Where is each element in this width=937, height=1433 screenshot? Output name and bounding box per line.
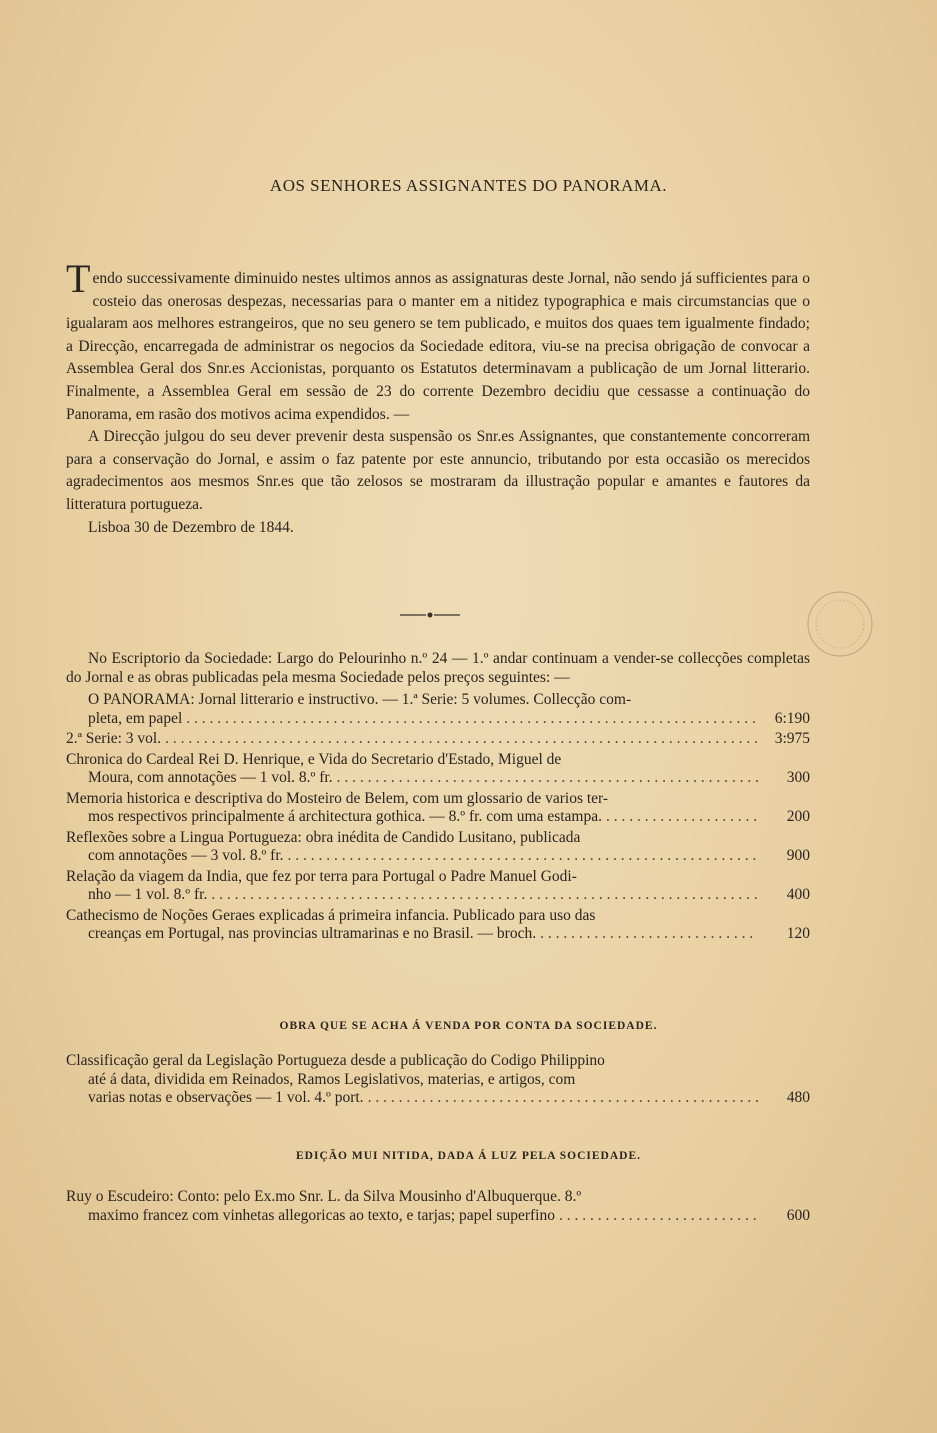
list-item <box>66 907 810 944</box>
page-title: AOS SENHORES ASSIGNANTES DO PANORAMA. <box>269 176 668 195</box>
item-price: 3:975 <box>774 730 810 747</box>
item-text: Ruy o Escudeiro: Conto: pelo Ex.mo Snr. L. da Silva Mousinho d'Albuquerque. 8.º <box>66 1188 582 1205</box>
item-text: mos respectivos principalmente á architectura gothica. — 8.º fr. com uma estampa. <box>88 808 602 825</box>
item-text: 2.ª Serie: 3 vol. <box>66 730 162 747</box>
item-text: até á data, dividida em Reinados, Ramos Legislativos, materias, e artigos, com <box>88 1070 576 1088</box>
item-text: varias notas e observações — 1 vol. 4.º port. <box>88 1089 364 1106</box>
catalog-intro: No Escriptorio da Sociedade: Largo do Pelourinho n.º 24 — 1.º andar continuam a vender-se collecções completas do Jornal e as obras publicadas pela mesma Sociedade pelos preços seguintes: — <box>66 650 810 686</box>
divider-ornament-icon <box>400 609 460 621</box>
item-text: com annotações — 3 vol. 8.º fr. <box>88 847 284 864</box>
notice-text <box>66 256 810 539</box>
notice-paragraph-1: endo successivamente diminuido nestes ultimos annos as assignaturas deste Jornal, não sendo já sufficientes para o costeio das onerosas despezas, necessarias para o manter em a nitidez typographica e mais circumstancias que o igualaram aos melhores estrangeiros, que no seu genero se tem publicado, e muitos dos quaes tem igualmente findado; a Direcção, encarregada de administrar os negocios da Sociedade editora, viu-se na precisa obrigação de convocar a Assemblea Geral dos Snr.es Accionistas, porquanto os Estatutos determinavam a publicação de um Jornal litterario. Finalmente, a Assemblea Geral em sessão de 23 do corrente Dezembro decidiu que cessasse a continuação do Panorama, em rasão dos motivos acima expendidos. — <box>66 270 810 423</box>
item-text: pleta, em papel <box>88 709 183 727</box>
item-price: 300 <box>786 769 810 786</box>
item-text: Memoria historica e descriptiva do Mosteiro de Belem, com um glossario de varios ter- <box>66 789 609 807</box>
list-item <box>66 829 810 866</box>
dropcap: T <box>66 256 91 301</box>
catalog-list-3 <box>66 1188 810 1227</box>
item-text: nho — 1 vol. 8.º fr. <box>88 886 208 903</box>
item-price: 600 <box>786 1206 810 1224</box>
item-price: 120 <box>786 925 810 942</box>
catalog-list <box>66 650 810 946</box>
item-text: Reflexões sobre a Lingua Portugueza: obra inédita de Candido Lusitano, publicada <box>66 828 581 846</box>
item-price: 400 <box>786 886 810 903</box>
list-item <box>66 751 810 788</box>
list-item <box>66 691 810 728</box>
library-stamp-icon <box>800 584 880 664</box>
catalog-list-2 <box>66 1052 810 1110</box>
item-price: 6:190 <box>774 709 810 727</box>
item-price: 480 <box>786 1089 810 1106</box>
item-text: Moura, com annotações — 1 vol. 8.º fr. <box>88 769 333 786</box>
section-heading-2: EDIÇÃO MUI NITIDA, DADA Á LUZ PELA SOCIEDADE. <box>296 1150 641 1162</box>
item-price: 900 <box>786 847 810 864</box>
item-text: Relação da viagem da India, que fez por terra para Portugal o Padre Manuel Godi- <box>66 867 577 885</box>
item-text: Chronica do Cardeal Rei D. Henrique, e Vida do Secretario d'Estado, Miguel de <box>66 750 562 768</box>
section-heading-1: OBRA QUE SE ACHA Á VENDA POR CONTA DA SOCIEDADE. <box>279 1020 658 1032</box>
item-text: Cathecismo de Noções Geraes explicadas á primeira infancia. Publicado para uso das <box>66 906 596 924</box>
item-text: Classificação geral da Legislação Portugueza desde a publicação do Codigo Philippino <box>66 1052 605 1069</box>
item-text: creanças em Portugal, nas provincias ultramarinas e no Brasil. — broch. <box>88 925 537 942</box>
list-item <box>66 1052 810 1108</box>
list-item <box>66 1188 810 1225</box>
notice-paragraph-2: A Direcção julgou do seu dever prevenir desta suspensão os Snr.es Assignantes, que constantemente concorreram para a conservação do Jornal, e assim o faz patente por este annuncio, tributando por esta occasião os merecidos agradecimentos aos mesmos Snr.es que tão zelosos se mostraram da illustração popular e amantes e fautores da litteratura portugueza. <box>66 428 810 513</box>
list-item <box>66 730 810 749</box>
item-text: maximo francez com vinhetas allegoricas ao texto, e tarjas; papel superfino <box>88 1206 555 1224</box>
notice-date: Lisboa 30 de Dezembro de 1844. <box>88 518 294 536</box>
item-text: O PANORAMA: Jornal litterario e instructivo. — 1.ª Serie: 5 volumes. Collecção com- <box>88 691 632 708</box>
list-item <box>66 868 810 905</box>
list-item <box>66 790 810 827</box>
item-price: 200 <box>786 808 810 825</box>
